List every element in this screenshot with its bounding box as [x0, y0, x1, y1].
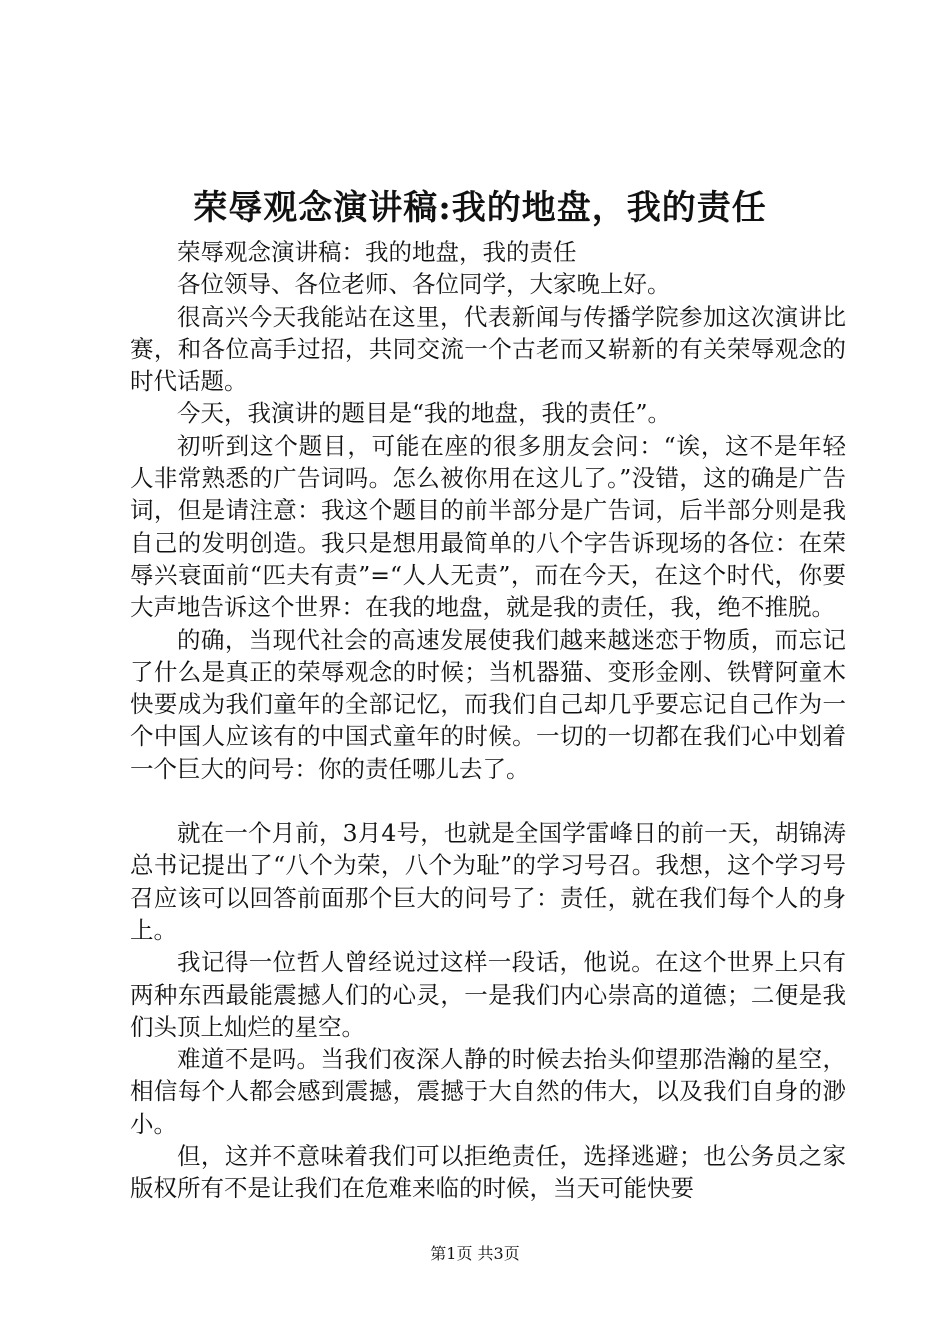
paragraph: 我记得一位哲人曾经说过这样一段话，他说。在这个世界上只有两种东西最能震撼人们的心灵，一是我们内心崇高的道德；二便是我们头顶上灿烂的星空。 [130, 948, 846, 1041]
paragraph: 的确，当现代社会的高速发展使我们越来越迷恋于物质，而忘记了什么是真正的荣辱观念的时候；当机器猫、变形金刚、铁臂阿童木快要成为我们童年的全部记忆，而我们自己却几乎要忘记自己作为一个中国人应该有的中国式童年的时候。一切的一切都在我们心中划着一个巨大的问号：你的责任哪儿去了。 [130, 625, 846, 783]
page-number-footer: 第1页 共3页 [430, 1244, 520, 1263]
paragraph: 难道不是吗。当我们夜深人静的时候去抬头仰望那浩瀚的星空，相信每个人都会感到震撼，震撼于大自然的伟大，以及我们自身的渺小。 [130, 1045, 846, 1138]
paragraph: 各位领导、各位老师、各位同学，大家晚上好。 [177, 270, 671, 299]
document-body [130, 236, 846, 1205]
paragraph: 就在一个月前，3月4号，也就是全国学雷峰日的前一天，胡锦涛总书记提出了“八个为荣，八个为耻”的学习号召。我想，这个学习号召应该可以回答前面那个巨大的问号了：责任，就在我们每个人的身上。 [130, 819, 846, 944]
paragraph: 初听到这个题目，可能在座的很多朋友会问：“诶，这不是年轻人非常熟悉的广告词吗。怎么被你用在这儿了。”没错，这的确是广告词，但是请注意：我这个题目的前半部分是广告词，后半部分则是我自己的发明创造。我只是想用最简单的八个字告诉现场的各位：在荣辱兴衰面前“匹夫有责”=“人人无责”，而在今天，在这个时代，你要大声地告诉这个世界：在我的地盘，就是我的责任，我，绝不推脱。 [130, 431, 846, 622]
paragraph: 荣辱观念演讲稿：我的地盘，我的责任 [177, 238, 577, 266]
paragraph: 今天，我演讲的题目是“我的地盘，我的责任”。 [177, 399, 672, 428]
document-title: 荣辱观念演讲稿:我的地盘，我的责任 [193, 188, 767, 228]
paragraph: 很高兴今天我能站在这里，代表新闻与传播学院参加这次演讲比赛，和各位高手过招，共同交流一个古老而又崭新的有关荣辱观念的时代话题。 [130, 302, 846, 396]
paragraph: 但，这并不意味着我们可以拒绝责任，选择逃避；也公务员之家版权所有不是让我们在危难来临的时候，当天可能快要 [130, 1142, 846, 1203]
